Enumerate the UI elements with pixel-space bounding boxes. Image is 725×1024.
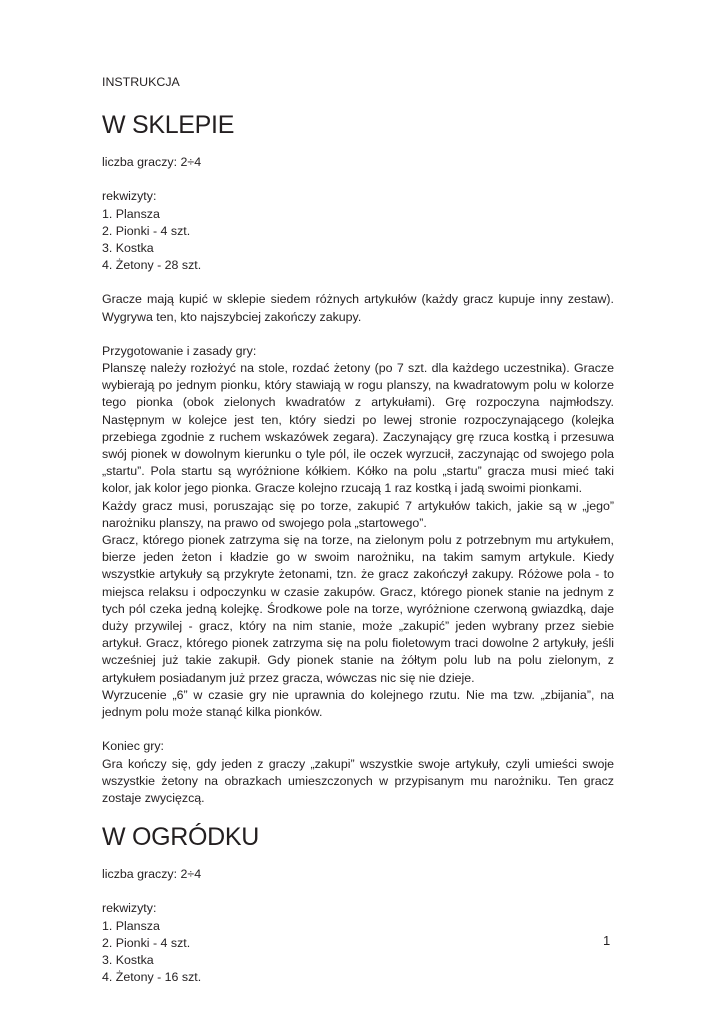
list-item: 4. Żetony - 16 szt. [102, 970, 202, 985]
intro-paragraph: Gracze mają kupić w sklepie siedem różnych artykułów (każdy gracz kupuje inny zestaw). Wygrywa ten, kto najszybciej zakończy zakupy. [102, 292, 614, 324]
list-item: 3. Kostka [102, 241, 154, 256]
rules-paragraph: Każdy gracz musi, poruszając się po torze, zakupić 7 artykułów takich, jakie są w „jego” narożniku planszy, na prawo od swojego pola „startowego”. [102, 498, 614, 530]
list-item: 2. Pionki - 4 szt. [102, 223, 191, 238]
rules-paragraph: Gracz, którego pionek zatrzyma się na torze, na zielonym polu z potrzebnym mu artykułem, bierze jeden żeton i kładzie go w swoim narożniku, na takim samym artykule. Kiedy wszystkie artykuły są przykryte żetonami, tzn. że gracz zakończył zakupy. Różowe pola - to miejsca relaksu i odpoczynku w czasie zakupów. Gracz, którego pionek stanie na jednym z tych pól czeka jedną kolejkę. Środkowe pole na torze, wyróżnione czerwoną gwiazdką, daje duży przywilej - gracz, który na nim stanie, może „zakupić” jeden wybrany przez siebie artykuł. Gracz, którego pionek zatrzyma się na polu fioletowym traci dowolne 2 artykuły, jeśli wcześniej już takie zakupił. Gdy pionek stanie na żółtym polu lub na polu zielonym, z artykułem posiadanym już przez gracza, wówczas nic się nie dzieje. [102, 533, 614, 685]
list-item: 1. Plansza [102, 206, 160, 221]
rules-paragraph: Planszę należy rozłożyć na stole, rozdać żetony (po 7 szt. dla każdego uczestnika). Gracze wybierają po jednym pionku, który stawiają w rogu planszy, na kwadratowym polu w kolorze tego pionka (obok zielonych kwadratów z artykułami). Grę rozpoczyna najmłodszy. Następnym w kolejce jest ten, który siedzi po lewej stronie rozpoczynającego (kolejka przebiega zgodnie z ruchem wskazówek zegara). Zaczynający grę rzuca kostką i przesuwa swój pionek w dowolnym kierunku o tyle pól, ile oczek wyrzucił, zaczynając od swojego pola „startu”. Pola startu są wyróżnione kółkiem. Kółko na polu „startu” gracza musi mieć taki kolor, jak kolor jego pionka. Gracze kolejno rzucają 1 raz kostką i jadą swoimi pionkami. [102, 361, 614, 496]
requirements-list [102, 918, 614, 987]
player-count: liczba graczy: 2÷4 [102, 867, 202, 882]
end-heading: Koniec gry: [102, 739, 164, 754]
instruction-page [102, 74, 614, 986]
requirements-list [102, 206, 614, 275]
list-item: 2. Pionki - 4 szt. [102, 935, 191, 950]
requirements-heading: rekwizyty: [102, 901, 157, 916]
rules-heading: Przygotowanie i zasady gry: [102, 343, 257, 358]
rules-paragraph: Wyrzucenie „6” w czasie gry nie uprawnia do kolejnego rzutu. Nie ma tzw. „zbijania”, na jednym polu może stanąć kilka pionków. [102, 687, 614, 720]
list-item: 1. Plansza [102, 918, 160, 933]
document-kicker: INSTRUKCJA [102, 75, 180, 89]
section-title-garden: W OGRÓDKU [102, 823, 260, 852]
player-count: liczba graczy: 2÷4 [102, 155, 202, 170]
list-item: 4. Żetony - 28 szt. [102, 258, 202, 273]
section-title-shop: W SKLEPIE [102, 111, 235, 140]
requirements-heading: rekwizyty: [102, 189, 157, 204]
end-paragraph: Gra kończy się, gdy jeden z graczy „zakupi” wszystkie swoje artykuły, czyli umieści swoje wszystkie żetony na obrazkach umieszczonych w przypisanym mu narożniku. Ten gracz zostaje zwycięzcą. [102, 756, 614, 805]
list-item: 3. Kostka [102, 952, 154, 967]
page-number: 1 [603, 933, 611, 948]
